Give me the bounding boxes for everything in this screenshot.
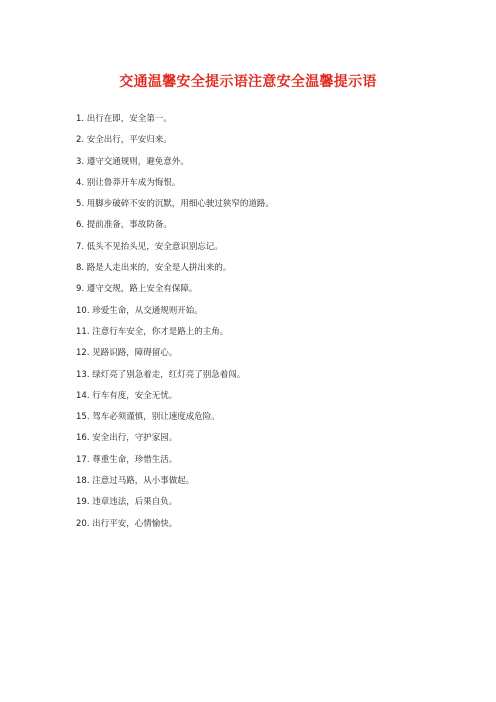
list-item: 20. 出行平安，心情愉快。	[76, 518, 178, 529]
list-item: 18. 注意过马路，从小事做起。	[76, 476, 195, 487]
list-item: 19. 违章违法，后果自负。	[76, 497, 178, 508]
list-item: 7. 低头不见抬头见，安全意识别忘记。	[76, 241, 223, 252]
list-item: 13. 绿灯亮了别急着走，红灯亮了别急着闯。	[76, 369, 246, 380]
list-item: 1. 出行在即，安全第一。	[76, 114, 172, 124]
document-title: 交通温馨安全提示语注意安全温馨提示语	[119, 74, 377, 90]
list-item: 5. 用脚步破碎不安的沉默，用细心驶过狭窄的道路。	[76, 199, 274, 210]
list-item: 17. 尊重生命，珍惜生活。	[76, 454, 178, 465]
list-item: 6. 提前准备，事故防备。	[76, 220, 172, 231]
list-item: 11. 注意行车安全，你才是路上的主角。	[76, 326, 229, 337]
list-item: 8. 路是人走出来的，安全是人拼出来的。	[76, 263, 232, 274]
slogan-list	[76, 114, 476, 540]
list-item: 16. 安全出行，守护家园。	[76, 433, 178, 444]
list-item: 10. 珍爱生命，从交通规则开始。	[76, 305, 203, 316]
list-item: 15. 驾车必须谨慎，别让速度成危险。	[76, 412, 220, 423]
list-item: 9. 遵守交规，路上安全有保障。	[76, 284, 198, 295]
list-item: 14. 行车有度，安全无忧。	[76, 390, 178, 401]
list-item: 12. 见路识路，障碍留心。	[76, 348, 178, 359]
list-item: 2. 安全出行，平安归来。	[76, 135, 172, 146]
list-item: 4. 别让鲁莽开车成为悔恨。	[76, 177, 181, 188]
list-item: 3. 遵守交通规则，避免意外。	[76, 156, 189, 167]
